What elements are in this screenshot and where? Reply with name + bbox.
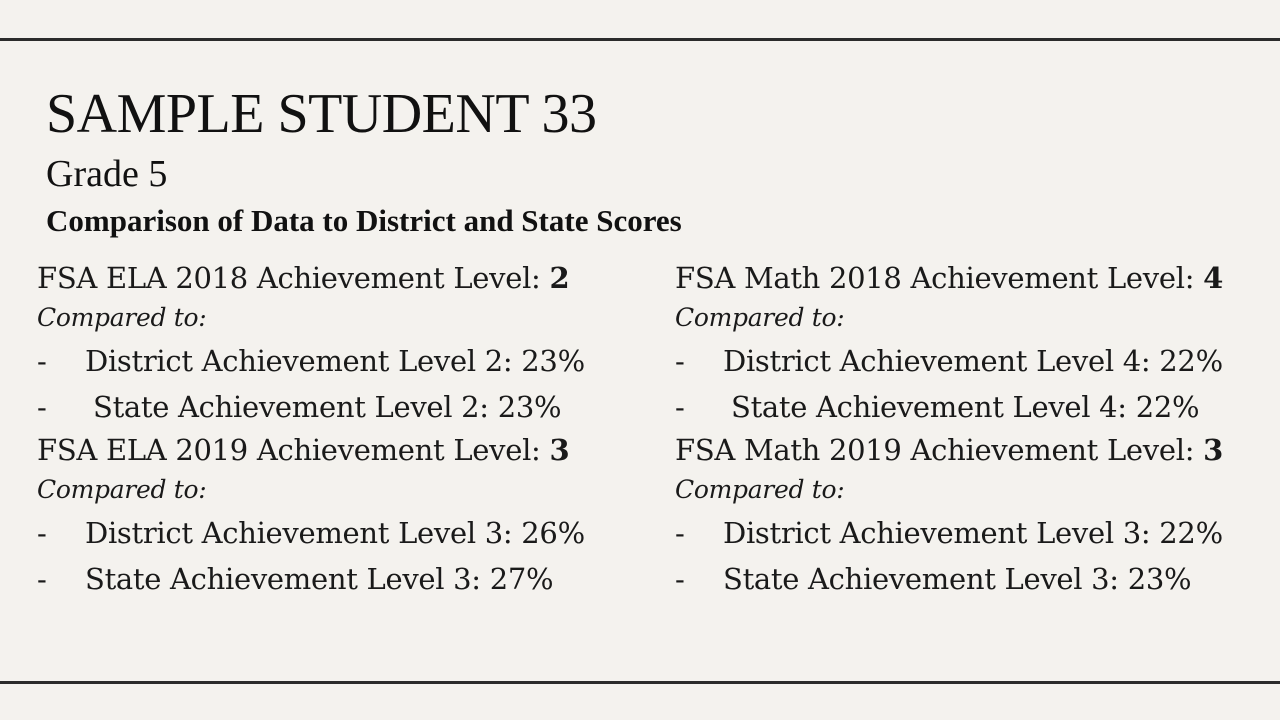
- bullet-dash: -: [675, 344, 685, 378]
- ela-2019-district-item: [37, 510, 585, 556]
- section-subtitle: Comparison of Data to District and State Scores: [46, 203, 682, 238]
- math-2018-level: 4: [1203, 261, 1223, 295]
- math-2019-heading-text: FSA Math 2019 Achievement Level:: [675, 433, 1204, 467]
- math-2018-state-item: [675, 384, 1223, 430]
- bullet-dash: -: [37, 562, 47, 596]
- bullet-dash: -: [37, 390, 47, 424]
- ela-2018-compared-label: Compared to:: [37, 303, 207, 332]
- math-2018-heading-text: FSA Math 2018 Achievement Level:: [675, 261, 1204, 295]
- bullet-dash: -: [37, 516, 47, 550]
- math-2019-block: [675, 430, 1223, 602]
- bullet-dash: -: [675, 562, 685, 596]
- grade-label: Grade 5: [46, 153, 168, 195]
- ela-column: [37, 258, 585, 602]
- math-2019-heading: [675, 430, 1223, 470]
- math-2018-district-item: [675, 338, 1223, 384]
- math-2018-compared-label: Compared to:: [675, 303, 845, 332]
- math-2018-state-text: State Achievement Level 4: 22%: [731, 390, 1200, 424]
- top-divider: [0, 38, 1280, 41]
- math-2018-block: [675, 258, 1223, 430]
- math-2019-level: 3: [1203, 433, 1223, 467]
- ela-2019-heading-text: FSA ELA 2019 Achievement Level:: [37, 433, 550, 467]
- ela-2019-district-text: District Achievement Level 3: 26%: [85, 516, 585, 550]
- ela-2018-block: [37, 258, 585, 430]
- math-2019-district-text: District Achievement Level 3: 22%: [723, 516, 1223, 550]
- ela-2018-level: 2: [549, 261, 570, 295]
- page-title: SAMPLE STUDENT 33: [46, 83, 597, 145]
- bullet-dash: -: [675, 390, 685, 424]
- math-2019-compared-label: Compared to:: [675, 475, 845, 504]
- bullet-dash: -: [37, 344, 47, 378]
- ela-2018-heading-text: FSA ELA 2018 Achievement Level:: [37, 261, 550, 295]
- ela-2019-state-text: State Achievement Level 3: 27%: [85, 562, 554, 596]
- math-2018-heading: [675, 258, 1223, 298]
- ela-2018-state-item: [37, 384, 569, 430]
- ela-2018-district-item: [37, 338, 585, 384]
- ela-2018-district-text: District Achievement Level 2: 23%: [85, 344, 585, 378]
- math-2018-district-text: District Achievement Level 4: 22%: [723, 344, 1223, 378]
- ela-2019-state-item: [37, 556, 569, 602]
- ela-2019-level: 3: [549, 433, 570, 467]
- bottom-divider: [0, 681, 1280, 684]
- bullet-dash: -: [675, 516, 685, 550]
- math-2019-state-item: [675, 556, 1223, 602]
- ela-2019-block: [37, 430, 585, 602]
- ela-2018-state-text: State Achievement Level 2: 23%: [93, 390, 562, 424]
- math-2019-state-text: State Achievement Level 3: 23%: [723, 562, 1192, 596]
- math-column: [675, 258, 1223, 602]
- ela-2019-heading: [37, 430, 569, 470]
- ela-2018-heading: [37, 258, 569, 298]
- math-2019-district-item: [675, 510, 1223, 556]
- ela-2019-compared-label: Compared to:: [37, 475, 207, 504]
